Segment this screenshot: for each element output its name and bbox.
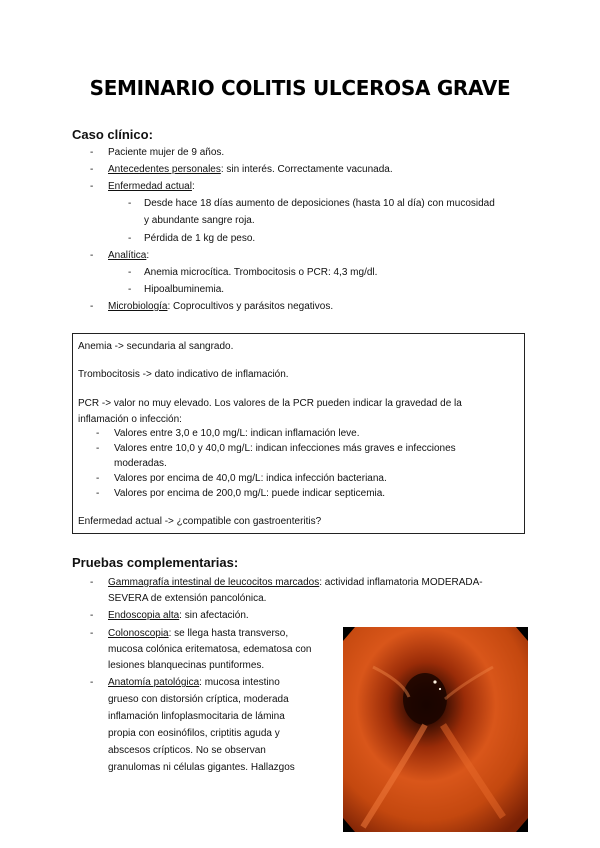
test-colono-line3: lesiones blanquecinas puntiformes. xyxy=(108,660,265,671)
bullet-dash: - xyxy=(90,301,94,312)
bullet-dash: - xyxy=(90,250,94,261)
case-analitica xyxy=(108,249,149,262)
test-ap-line5: abscesos crípticos. No se observan xyxy=(108,745,266,756)
micro-text: : Coprocultivos y parásitos negativos. xyxy=(167,301,334,312)
endo-label: Endoscopia alta xyxy=(108,610,180,621)
bullet-dash: - xyxy=(90,181,94,192)
ap-label: Anatomía patológica xyxy=(108,677,200,688)
tests-heading: Pruebas complementarias: xyxy=(72,555,239,570)
test-ap-line2: grueso con distorsión críptica, moderada xyxy=(108,694,289,705)
enfermedad-colon: : xyxy=(191,181,195,192)
note-pcr-line1: PCR -> valor no muy elevado. Los valores de la PCR pueden indicar la gravedad de la xyxy=(78,398,462,409)
bullet-dash: - xyxy=(90,628,94,639)
note-pcr-bullet1: Valores entre 3,0 e 10,0 mg/L: indican inflamación leve. xyxy=(114,428,360,439)
note-pcr-line2: inflamación o infección: xyxy=(78,414,182,425)
case-microbiologia xyxy=(108,300,333,313)
antecedentes-text: : sin interés. Correctamente vacunada. xyxy=(220,164,393,175)
gamma-text-line1: : actividad inflamatoria MODERADA- xyxy=(319,577,483,588)
endo-text: : sin afectación. xyxy=(179,610,249,621)
test-ap-line4: propia con eosinófilos, criptitis aguda y xyxy=(108,728,280,739)
bullet-dash: - xyxy=(90,610,94,621)
test-ap-line3: inflamación linfoplasmocitaria de lámina xyxy=(108,711,285,722)
case-heading: Caso clínico: xyxy=(72,127,153,142)
note-enfermedad: Enfermedad actual -> ¿compatible con gastroenteritis? xyxy=(78,516,322,527)
test-gamma-line2: SEVERA de extensión pancolónica. xyxy=(108,593,267,604)
bullet-dash: - xyxy=(128,198,132,209)
enfermedad-sub1-line2: y abundante sangre roja. xyxy=(144,215,255,226)
bullet-dash: - xyxy=(128,233,132,244)
note-pcr-bullet2-line1: Valores entre 10,0 y 40,0 mg/L: indican infecciones más graves e infecciones xyxy=(114,443,456,454)
test-colono-line2: mucosa colónica eritematosa, edematosa con xyxy=(108,644,312,655)
bullet-dash: - xyxy=(96,488,100,499)
colono-text-line1: : se llega hasta transverso, xyxy=(168,628,289,639)
antecedentes-label: Antecedentes personales xyxy=(108,164,221,175)
test-endoscopia xyxy=(108,609,249,622)
bullet-dash: - xyxy=(90,577,94,588)
note-trombocitosis: Trombocitosis -> dato indicativo de inflamación. xyxy=(78,369,289,380)
case-patient: Paciente mujer de 9 años. xyxy=(108,147,225,158)
bullet-dash: - xyxy=(90,677,94,688)
enfermedad-label: Enfermedad actual xyxy=(108,181,192,192)
bullet-dash: - xyxy=(96,428,100,439)
page-title: SEMINARIO COLITIS ULCEROSA GRAVE xyxy=(89,76,511,100)
note-pcr-bullet2-line2: moderadas. xyxy=(114,458,167,469)
bullet-dash: - xyxy=(128,284,132,295)
note-pcr-bullet3: Valores por encima de 40,0 mg/L: indica infección bacteriana. xyxy=(114,473,387,484)
case-enfermedad xyxy=(108,180,195,193)
bullet-dash: - xyxy=(90,164,94,175)
case-antecedentes xyxy=(108,163,393,176)
analitica-sub1: Anemia microcítica. Trombocitosis o PCR: 4,3 mg/dl. xyxy=(144,267,378,278)
analitica-sub2: Hipoalbuminemia. xyxy=(144,284,225,295)
note-anemia: Anemia -> secundaria al sangrado. xyxy=(78,341,234,352)
micro-label: Microbiología xyxy=(108,301,168,312)
ap-text-line1: : mucosa intestino xyxy=(199,677,280,688)
gamma-label: Gammagrafía intestinal de leucocitos marcados xyxy=(108,577,320,588)
test-ap-line6: granulomas ni células gigantes. Hallazgos xyxy=(108,762,295,773)
enfermedad-sub2: Pérdida de 1 kg de peso. xyxy=(144,233,256,244)
colonoscopy-image xyxy=(343,627,528,832)
test-gamma-line1 xyxy=(108,576,483,589)
bullet-dash: - xyxy=(96,443,100,454)
bullet-dash: - xyxy=(90,147,94,158)
colono-label: Colonoscopia xyxy=(108,628,169,639)
bullet-dash: - xyxy=(96,473,100,484)
note-pcr-bullet4: Valores por encima de 200,0 mg/L: puede indicar septicemia. xyxy=(114,488,386,499)
enfermedad-sub1-line1: Desde hace 18 días aumento de deposiciones (hasta 10 al día) con mucosidad xyxy=(144,198,495,209)
bullet-dash: - xyxy=(128,267,132,278)
analitica-colon: : xyxy=(146,250,150,261)
test-colono-line1 xyxy=(108,627,288,640)
test-ap-line1 xyxy=(108,676,280,689)
analitica-label: Analítica xyxy=(108,250,147,261)
colonoscopy-image-graphic xyxy=(343,627,528,832)
